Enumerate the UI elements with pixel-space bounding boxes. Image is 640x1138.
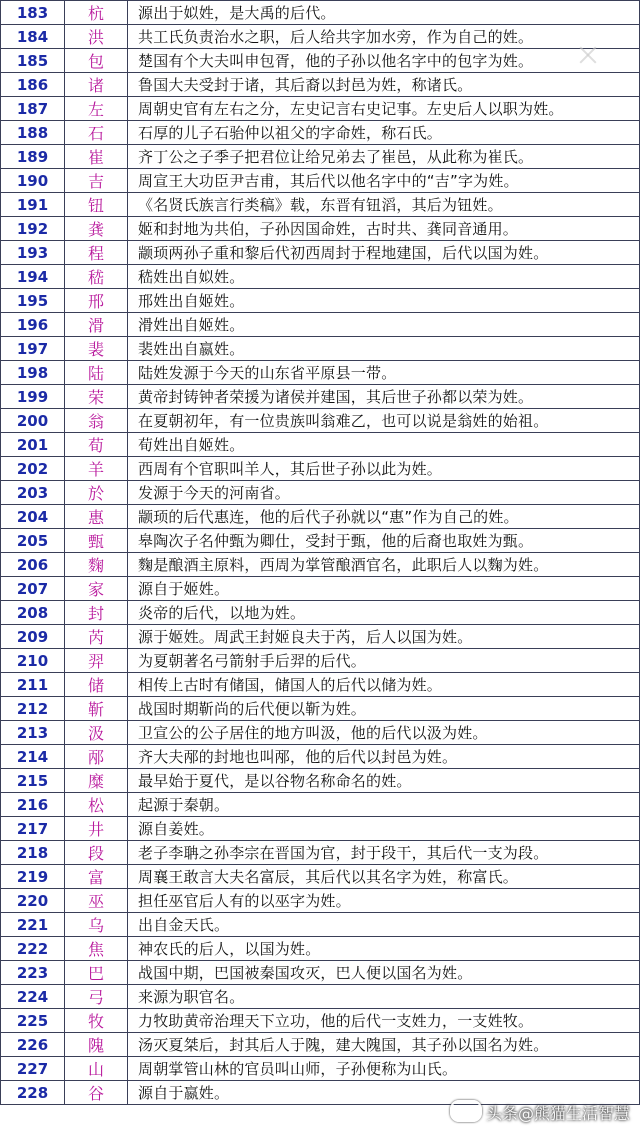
row-number: 203 [1, 481, 65, 505]
surname-cell: 滑 [65, 313, 128, 337]
row-number: 223 [1, 961, 65, 985]
surname-cell: 封 [65, 601, 128, 625]
surname-cell: 翁 [65, 409, 128, 433]
row-number: 214 [1, 745, 65, 769]
origin-cell: 周襄王敢言大夫名富辰，其后代以其名字为姓，称富氏。 [128, 865, 640, 889]
table-row [1, 385, 640, 409]
surname-cell: 富 [65, 865, 128, 889]
row-number: 210 [1, 649, 65, 673]
origin-cell: 炎帝的后代，以地为姓。 [128, 601, 640, 625]
row-number: 213 [1, 721, 65, 745]
table-row [1, 121, 640, 145]
origin-cell: 源出于姒姓，是大禹的后代。 [128, 1, 640, 25]
origin-cell: 齐丁公之子季子把君位让给兄弟去了崔邑，从此称为崔氏。 [128, 145, 640, 169]
table-row [1, 145, 640, 169]
surname-cell: 家 [65, 577, 128, 601]
origin-cell: 邢姓出自姬姓。 [128, 289, 640, 313]
table-row [1, 961, 640, 985]
origin-cell: 老子李聃之孙李宗在晋国为官，封于段干，其后代一支为段。 [128, 841, 640, 865]
origin-cell: 源自于嬴姓。 [128, 1081, 640, 1105]
row-number: 215 [1, 769, 65, 793]
origin-cell: 姬和封地为共伯，子孙因国命姓，古时共、龚同音通用。 [128, 217, 640, 241]
table-row [1, 697, 640, 721]
origin-cell: 石厚的儿子石骀仲以祖父的字命姓，称石氏。 [128, 121, 640, 145]
row-number: 220 [1, 889, 65, 913]
row-number: 205 [1, 529, 65, 553]
surname-cell: 龚 [65, 217, 128, 241]
table-row [1, 913, 640, 937]
row-number: 185 [1, 49, 65, 73]
origin-cell: 西周有个官职叫羊人，其后世子孙以此为姓。 [128, 457, 640, 481]
origin-cell: 战国时期靳尚的后代便以靳为姓。 [128, 697, 640, 721]
watermark [450, 1100, 630, 1124]
table-body [1, 1, 640, 1105]
origin-cell: 源于姬姓。周武王封姬良夫于芮，后人以国为姓。 [128, 625, 640, 649]
row-number: 222 [1, 937, 65, 961]
row-number: 216 [1, 793, 65, 817]
table-row [1, 625, 640, 649]
surname-cell: 钮 [65, 193, 128, 217]
surname-cell: 吉 [65, 169, 128, 193]
surname-cell: 石 [65, 121, 128, 145]
origin-cell: 裴姓出自嬴姓。 [128, 337, 640, 361]
row-number: 218 [1, 841, 65, 865]
table-row [1, 97, 640, 121]
row-number: 209 [1, 625, 65, 649]
surname-cell: 洪 [65, 25, 128, 49]
origin-cell: 鲁国大夫受封于诸，其后裔以封邑为姓，称诸氏。 [128, 73, 640, 97]
row-number: 198 [1, 361, 65, 385]
origin-cell: 《名贤氏族言行类稿》载，东晋有钮滔，其后为钮姓。 [128, 193, 640, 217]
origin-cell: 周宣王大功臣尹吉甫，其后代以他名字中的“吉”字为姓。 [128, 169, 640, 193]
row-number: 201 [1, 433, 65, 457]
origin-cell: 源自姜姓。 [128, 817, 640, 841]
table-row [1, 1, 640, 25]
origin-cell: 皋陶次子名仲甄为卿仕，受封于甄，他的后裔也取姓为甄。 [128, 529, 640, 553]
table-row [1, 481, 640, 505]
origin-cell: 颛顼的后代惠连，他的后代子孙就以“惠”作为自己的姓。 [128, 505, 640, 529]
surname-cell: 羊 [65, 457, 128, 481]
surname-cell: 牧 [65, 1009, 128, 1033]
row-number: 221 [1, 913, 65, 937]
row-number: 189 [1, 145, 65, 169]
origin-cell: 荀姓出自姬姓。 [128, 433, 640, 457]
table-row [1, 169, 640, 193]
surname-cell: 芮 [65, 625, 128, 649]
row-number: 224 [1, 985, 65, 1009]
row-number: 226 [1, 1033, 65, 1057]
table-row [1, 265, 640, 289]
row-number: 186 [1, 73, 65, 97]
table-row [1, 769, 640, 793]
surname-cell: 左 [65, 97, 128, 121]
origin-cell: 相传上古时有储国，储国人的后代以储为姓。 [128, 673, 640, 697]
row-number: 204 [1, 505, 65, 529]
table-row [1, 361, 640, 385]
row-number: 194 [1, 265, 65, 289]
row-number: 199 [1, 385, 65, 409]
surname-cell: 裴 [65, 337, 128, 361]
surname-cell: 山 [65, 1057, 128, 1081]
row-number: 212 [1, 697, 65, 721]
surname-cell: 巫 [65, 889, 128, 913]
origin-cell: 黄帝封铸钟者荣援为诸侯并建国，其后世子孙都以荣为姓。 [128, 385, 640, 409]
row-number: 197 [1, 337, 65, 361]
surname-cell: 焦 [65, 937, 128, 961]
surname-cell: 汲 [65, 721, 128, 745]
table-row [1, 553, 640, 577]
row-number: 191 [1, 193, 65, 217]
origin-cell: 担任巫官后人有的以巫字为姓。 [128, 889, 640, 913]
surname-cell: 靳 [65, 697, 128, 721]
table-row [1, 313, 640, 337]
surname-cell: 巴 [65, 961, 128, 985]
origin-cell: 为夏朝著名弓箭射手后羿的后代。 [128, 649, 640, 673]
table-row [1, 337, 640, 361]
row-number: 206 [1, 553, 65, 577]
row-number: 192 [1, 217, 65, 241]
surname-cell: 谷 [65, 1081, 128, 1105]
origin-cell: 周朝掌管山林的官员叫山师，子孙便称为山氏。 [128, 1057, 640, 1081]
row-number: 196 [1, 313, 65, 337]
row-number: 228 [1, 1081, 65, 1105]
table-row [1, 793, 640, 817]
close-icon [578, 44, 598, 64]
surname-cell: 荣 [65, 385, 128, 409]
origin-cell: 陆姓发源于今天的山东省平原县一带。 [128, 361, 640, 385]
table-row [1, 193, 640, 217]
table-row [1, 721, 640, 745]
row-number: 193 [1, 241, 65, 265]
table-row [1, 577, 640, 601]
table-row [1, 217, 640, 241]
surname-cell: 崔 [65, 145, 128, 169]
row-number: 202 [1, 457, 65, 481]
surname-cell: 储 [65, 673, 128, 697]
origin-cell: 卫宣公的公子居住的地方叫汲，他的后代以汲为姓。 [128, 721, 640, 745]
table-row [1, 745, 640, 769]
origin-cell: 麴是酿酒主原料，西周为掌管酿酒官名，此职后人以麴为姓。 [128, 553, 640, 577]
surname-cell: 於 [65, 481, 128, 505]
surname-cell: 段 [65, 841, 128, 865]
origin-cell: 战国中期，巴国被秦国攻灭，巴人便以国名为姓。 [128, 961, 640, 985]
row-number: 190 [1, 169, 65, 193]
surname-cell: 羿 [65, 649, 128, 673]
origin-cell: 颛顼两孙子重和黎后代初西周封于程地建国，后代以国为姓。 [128, 241, 640, 265]
surname-cell: 糜 [65, 769, 128, 793]
origin-cell: 来源为职官名。 [128, 985, 640, 1009]
table-row [1, 457, 640, 481]
surname-cell: 嵇 [65, 265, 128, 289]
table-row [1, 1057, 640, 1081]
table-row [1, 25, 640, 49]
origin-cell: 神农氏的后人，以国为姓。 [128, 937, 640, 961]
row-number: 183 [1, 1, 65, 25]
surname-cell: 邴 [65, 745, 128, 769]
surname-cell: 程 [65, 241, 128, 265]
table-row [1, 241, 640, 265]
table-row [1, 1009, 640, 1033]
table-row [1, 649, 640, 673]
surname-cell: 井 [65, 817, 128, 841]
surname-cell: 甄 [65, 529, 128, 553]
origin-cell: 最早始于夏代，是以谷物名称命名的姓。 [128, 769, 640, 793]
row-number: 188 [1, 121, 65, 145]
origin-cell: 滑姓出自姬姓。 [128, 313, 640, 337]
surname-cell: 杭 [65, 1, 128, 25]
row-number: 225 [1, 1009, 65, 1033]
table-row [1, 841, 640, 865]
surname-cell: 包 [65, 49, 128, 73]
origin-cell: 起源于秦朝。 [128, 793, 640, 817]
row-number: 217 [1, 817, 65, 841]
table-row [1, 1033, 640, 1057]
row-number: 187 [1, 97, 65, 121]
origin-cell: 力牧助黄帝治理天下立功，他的后代一支姓力，一支姓牧。 [128, 1009, 640, 1033]
table-row [1, 505, 640, 529]
surname-cell: 隗 [65, 1033, 128, 1057]
origin-cell: 共工氏负责治水之职，后人给共字加水旁，作为自己的姓。 [128, 25, 640, 49]
row-number: 227 [1, 1057, 65, 1081]
row-number: 219 [1, 865, 65, 889]
origin-cell: 汤灭夏桀后，封其后人于隗，建大隗国，其子孙以国名为姓。 [128, 1033, 640, 1057]
surname-cell: 惠 [65, 505, 128, 529]
table-row [1, 49, 640, 73]
surname-cell: 荀 [65, 433, 128, 457]
table-row [1, 73, 640, 97]
table-row [1, 817, 640, 841]
row-number: 207 [1, 577, 65, 601]
table-row [1, 985, 640, 1009]
surname-cell: 松 [65, 793, 128, 817]
table-row [1, 889, 640, 913]
surname-cell: 麴 [65, 553, 128, 577]
table-row [1, 433, 640, 457]
row-number: 208 [1, 601, 65, 625]
origin-cell: 齐大夫邴的封地也叫邴，他的后代以封邑为姓。 [128, 745, 640, 769]
origin-cell: 发源于今天的河南省。 [128, 481, 640, 505]
origin-cell: 楚国有个大夫叫申包胥，他的子孙以他名字中的包字为姓。 [128, 49, 640, 73]
surname-cell: 弓 [65, 985, 128, 1009]
row-number: 195 [1, 289, 65, 313]
origin-cell: 在夏朝初年，有一位贵族叫翁难乙，也可以说是翁姓的始祖。 [128, 409, 640, 433]
origin-cell: 出自金天氏。 [128, 913, 640, 937]
watermark-text: 头条@熊猫生活智慧 [485, 1104, 630, 1123]
table-row [1, 865, 640, 889]
table-row [1, 409, 640, 433]
table-row [1, 673, 640, 697]
surname-cell: 乌 [65, 913, 128, 937]
table-row [1, 937, 640, 961]
surname-cell: 陆 [65, 361, 128, 385]
row-number: 184 [1, 25, 65, 49]
table-row [1, 601, 640, 625]
watermark-logo-icon [450, 1100, 482, 1122]
row-number: 200 [1, 409, 65, 433]
table-row [1, 529, 640, 553]
table-row [1, 289, 640, 313]
surname-cell: 邢 [65, 289, 128, 313]
origin-cell: 周朝史官有左右之分，左史记言右史记事。左史后人以职为姓。 [128, 97, 640, 121]
surname-cell: 诸 [65, 73, 128, 97]
origin-cell: 嵇姓出自姒姓。 [128, 265, 640, 289]
row-number: 211 [1, 673, 65, 697]
origin-cell: 源自于姬姓。 [128, 577, 640, 601]
